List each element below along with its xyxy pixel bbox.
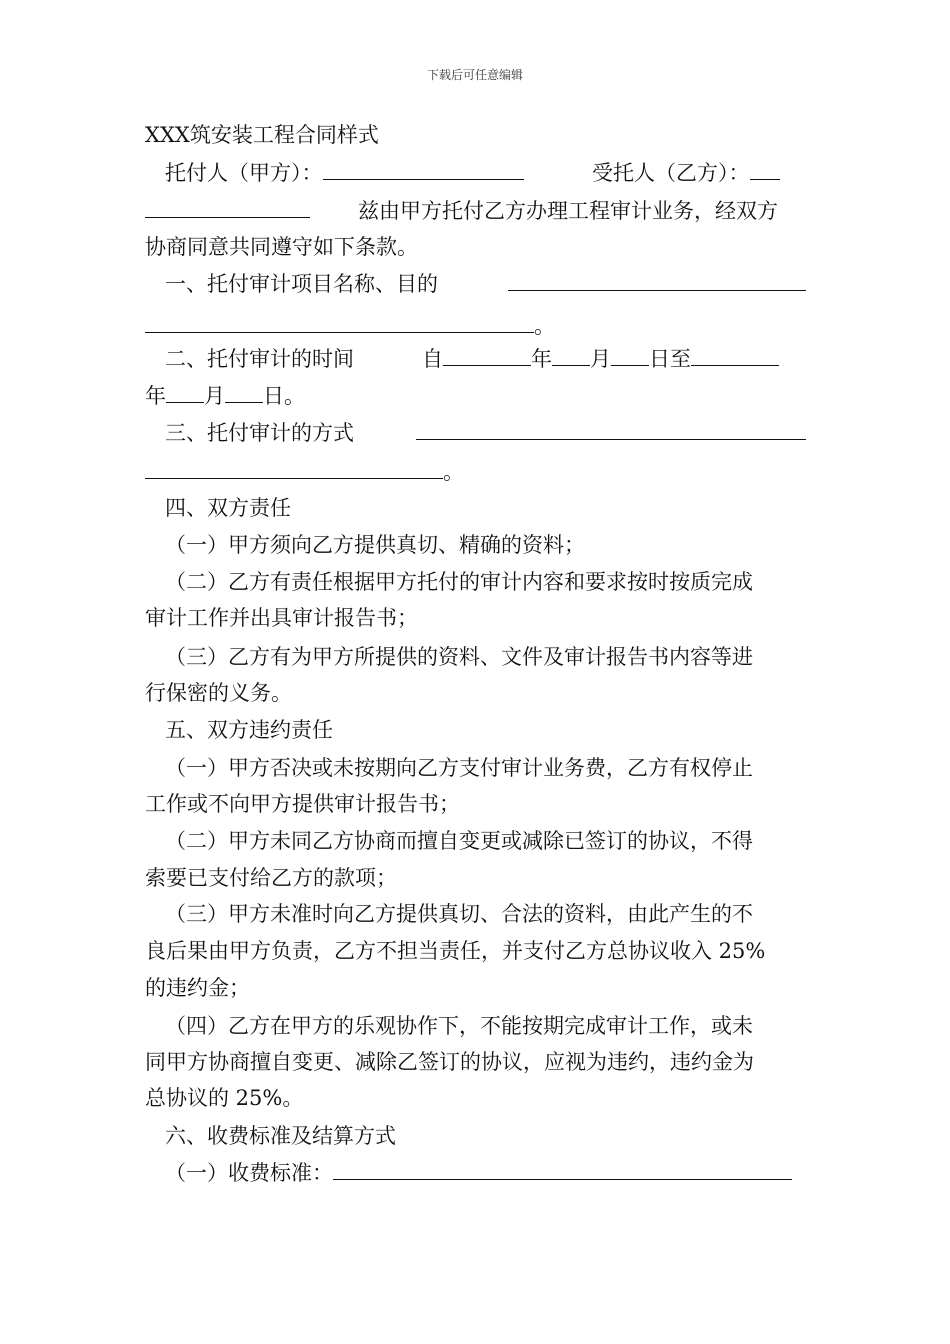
year-label: 年 — [145, 384, 166, 408]
section-5-item-4c: 总协议的 25%。 — [145, 1086, 304, 1110]
section-3-blank-a — [416, 419, 806, 447]
blank-line — [145, 458, 443, 479]
section-3-heading: 三、托付审计的方式 — [165, 421, 354, 445]
section-1-blank-a — [508, 270, 806, 298]
trustee-blank-2 — [145, 197, 310, 218]
client-label: 托付人（甲方）： — [165, 161, 323, 185]
section-5-item-2a: （二）甲方未同乙方协商而擅自变更或减除已签订的协议，不得 — [165, 829, 753, 853]
section-5-item-1b: 工作或不向甲方提供审计报告书； — [145, 792, 460, 816]
fee-standard-label: （一）收费标准： — [165, 1161, 333, 1185]
section-6-heading: 六、收费标准及结算方式 — [165, 1124, 396, 1148]
section-3-blank-line — [145, 458, 464, 486]
section-5-item-4a: （四）乙方在甲方的乐观协作下，不能按期完成审计工作，或未 — [165, 1014, 753, 1038]
client-blank — [323, 159, 524, 180]
section-2-end-date — [145, 382, 305, 410]
period: 。 — [443, 460, 464, 484]
day-blank — [611, 345, 649, 366]
section-5-item-4b: 同甲方协商擅自变更、减除乙签订的协议，应视为违约，违约金为 — [145, 1050, 754, 1074]
intro-line-2: 协商同意共同遵守如下条款。 — [145, 235, 418, 259]
section-4-heading: 四、双方责任 — [165, 496, 291, 520]
section-1-blank-line — [145, 312, 555, 340]
month-blank — [166, 382, 204, 403]
section-4-item-3b: 行保密的义务。 — [145, 681, 292, 705]
section-4-item-2b: 审计工作并出具审计报告书； — [145, 606, 418, 630]
year-label: 年 — [531, 347, 552, 371]
section-5-heading: 五、双方违约责任 — [165, 718, 333, 742]
blank-line — [416, 419, 806, 440]
trustee-blank-1 — [750, 159, 780, 180]
day-blank — [225, 382, 263, 403]
month-label: 月 — [204, 384, 225, 408]
section-6-item-1 — [165, 1159, 792, 1187]
fee-standard-blank — [333, 1159, 792, 1180]
section-5-item-3c: 的违约金； — [145, 976, 250, 1000]
section-4-item-2a: （二）乙方有责任根据甲方托付的审计内容和要求按时按质完成 — [165, 570, 753, 594]
trustee-blank-line — [145, 197, 310, 225]
client-party-line — [165, 159, 524, 187]
blank-line — [508, 270, 806, 291]
month-blank — [552, 345, 590, 366]
section-5-item-3a: （三）甲方未准时向乙方提供真切、合法的资料，由此产生的不 — [165, 902, 753, 926]
section-5-item-1a: （一）甲方否决或未按期向乙方支付审计业务费，乙方有权停止 — [165, 756, 753, 780]
day-to-label: 日至 — [649, 347, 691, 371]
section-5-item-3b: 良后果由甲方负责，乙方不担当责任，并支付乙方总协议收入 25% — [145, 939, 766, 963]
from-label: 自 — [422, 347, 443, 371]
intro-line-1: 兹由甲方托付乙方办理工程审计业务，经双方 — [358, 199, 778, 223]
blank-line — [145, 312, 534, 333]
section-5-item-2b: 索要已支付给乙方的款项； — [145, 866, 397, 890]
trustee-label: 受托人（乙方）： — [592, 161, 750, 185]
section-1-heading: 一、托付审计项目名称、目的 — [165, 272, 438, 296]
section-4-item-1: （一）甲方须向乙方提供真切、精确的资料； — [165, 533, 585, 557]
section-2-date-line — [422, 345, 779, 373]
year-blank — [443, 345, 531, 366]
day-end-label: 日。 — [263, 384, 305, 408]
end-year-blank — [691, 345, 779, 366]
trustee-party-line — [592, 159, 780, 187]
section-4-item-3a: （三）乙方有为甲方所提供的资料、文件及审计报告书内容等进 — [165, 645, 753, 669]
page-header-note: 下载后可任意编辑 — [426, 68, 523, 82]
section-2-heading: 二、托付审计的时间 — [165, 347, 354, 371]
contract-title: XXX筑安装工程合同样式 — [145, 123, 379, 147]
month-label: 月 — [590, 347, 611, 371]
period: 。 — [534, 314, 555, 338]
